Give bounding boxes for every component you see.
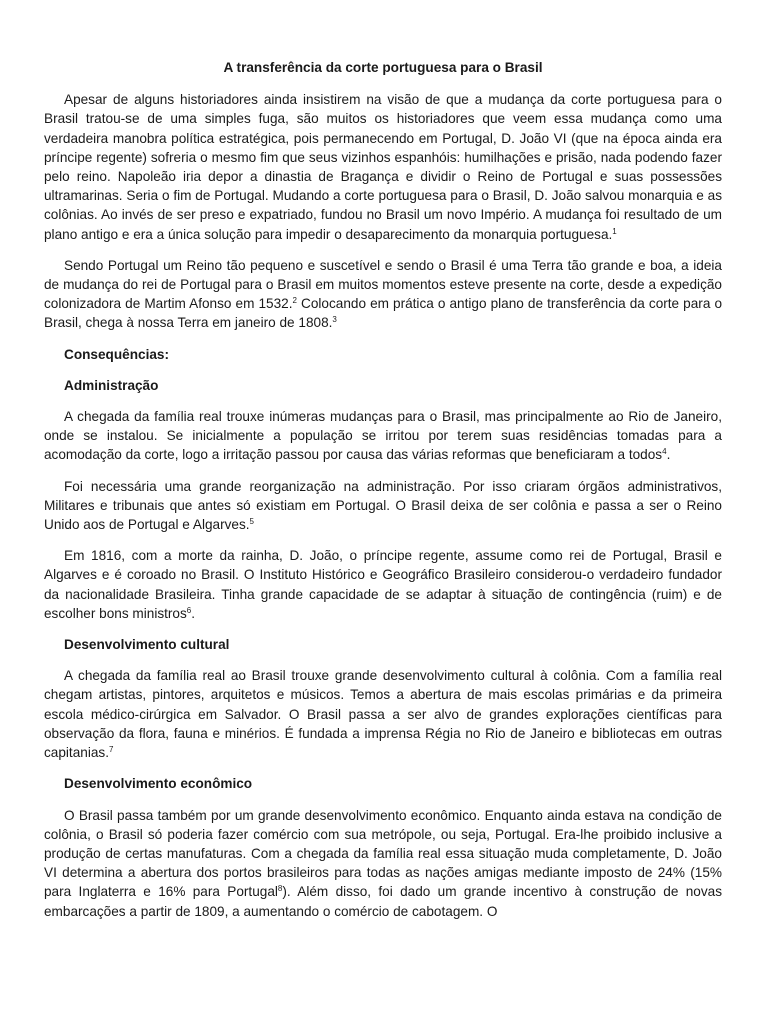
paragraph-text: Colocando em prática o antigo plano de transferência da corte para o Brasil, chega à nossa Terra em janeiro de 1808. (44, 296, 722, 331)
paragraph-text: Apesar de alguns historiadores ainda insistirem na visão de que a mudança da corte portuguesa para o Brasil tratou-se de uma simples fuga, são muitos os historiadores que veem essa mudança como uma verdadeira manobra política estratégica, pois permanecendo em Portugal, D. João VI (que na época ainda era príncipe regente) sofreria o mesmo fim que seus vizinhos espanhóis: humilhações e prisão, nada podendo fazer pelo reino. Napoleão iria depor a dinastia de Bragança e dividir o Reino de Portugal e suas possessões ultramarinas. Seria o fim de Portugal. Mudando a corte portuguesa para o Brasil, D. João salvou monarquia e as colônias. Ao invés de ser preso e expatriado, fundou no Brasil um novo Império. A mudança foi resultado de um plano antigo e era a única solução para impedir o desaparecimento da monarquia portuguesa. (44, 92, 722, 242)
paragraph-admin-3 (44, 546, 722, 623)
footnote-ref: 8 (277, 884, 283, 894)
paragraph-text: A chegada da família real ao Brasil trouxe grande desenvolvimento cultural à colônia. Com a família real chegam artistas, pintores, arquitetos e músicos. Temos a abertura de mais escolas primárias e da primeira escola médico-cirúrgica em Salvador. O Brasil passa a ser alvo de grandes explorações científicas para observação da flora, fauna e minérios. É fundada a imprensa Régia no Rio de Janeiro e bibliotecas em outras capitanias. (44, 668, 722, 761)
paragraph-text: A chegada da família real trouxe inúmeras mudanças para o Brasil, mas principalmente ao Rio de Janeiro, onde se instalou. Se inicialmente a população se irritou por terem suas residências tomadas para a acomodação da corte, logo a irritação passou por causa das várias reformas que beneficiaram a todos (44, 409, 722, 463)
heading-economico: Desenvolvimento econômico (64, 776, 253, 792)
paragraph-2 (44, 256, 722, 333)
heading-consequencias: Consequências: (64, 346, 169, 362)
paragraph-cultural (44, 666, 722, 762)
paragraph-admin-2 (44, 477, 722, 535)
footnote-ref: 5 (249, 517, 254, 527)
document-title: A transferência da corte portuguesa para o Brasil (223, 60, 543, 75)
paragraph-text: Sendo Portugal um Reino tão pequeno e suscetível e sendo o Brasil é uma Terra tão grande e boa, a ideia de mudança do rei de Portugal para o Brasil em muitos momentos esteve presente na corte, desde a expedição colonizadora de Martim Afonso em 1532. (44, 257, 722, 312)
paragraph-end: . (666, 447, 671, 463)
footnote-ref: 4 (662, 447, 667, 457)
paragraph-text: ). Além disso, foi dado um grande incentivo à construção de novas embarcações a partir de 1809, a aumentando o comércio de cabotagem. O (44, 884, 722, 919)
footnote-ref: 7 (109, 745, 114, 755)
footnote-ref: 1 (612, 226, 617, 236)
paragraph-text: Foi necessária uma grande reorganização na administração. Por isso criaram órgãos administrativos, Militares e tribunais que antes só existiam em Portugal. O Brasil deixa de ser colônia e passa a ser o Reino Unido aos de Portugal e Algarves. (44, 478, 722, 533)
footnote-ref: 2 (292, 296, 297, 306)
paragraph-text: Em 1816, com a morte da rainha, D. João, o príncipe regente, assume como rei de Portugal, Brasil e Algarves e é coroado no Brasil. O Instituto Histórico e Geográfico Brasileiro considerou-o verdadeiro fundador da nacionalidade Brasileira. Tinha grande capacidade de se adaptar à situação de contingência (ruim) e de escolher bons ministros (44, 548, 722, 621)
heading-cultural: Desenvolvimento cultural (64, 637, 230, 653)
document-page (44, 58, 722, 933)
paragraph-text: O Brasil passa também por um grande desenvolvimento econômico. Enquanto ainda estava na condição de colônia, o Brasil só poderia fazer comércio com sua metrópole, ou seja, Portugal. Era-lhe proibido inclusive a produção de certas manufaturas. Com a chegada da família real essa situação muda completamente, D. João VI determina a abertura dos portos brasileiros para todas as nações amigas mediante imposto de 24% (15% para Inglaterra e 16% para Portugal (44, 807, 722, 900)
paragraph-end: . (191, 605, 196, 621)
footnote-ref: 6 (186, 605, 192, 615)
heading-administracao: Administração (64, 377, 159, 393)
footnote-ref: 3 (332, 315, 337, 325)
paragraph-admin-1 (44, 407, 722, 465)
paragraph-1 (44, 90, 722, 244)
paragraph-economico (44, 806, 722, 921)
